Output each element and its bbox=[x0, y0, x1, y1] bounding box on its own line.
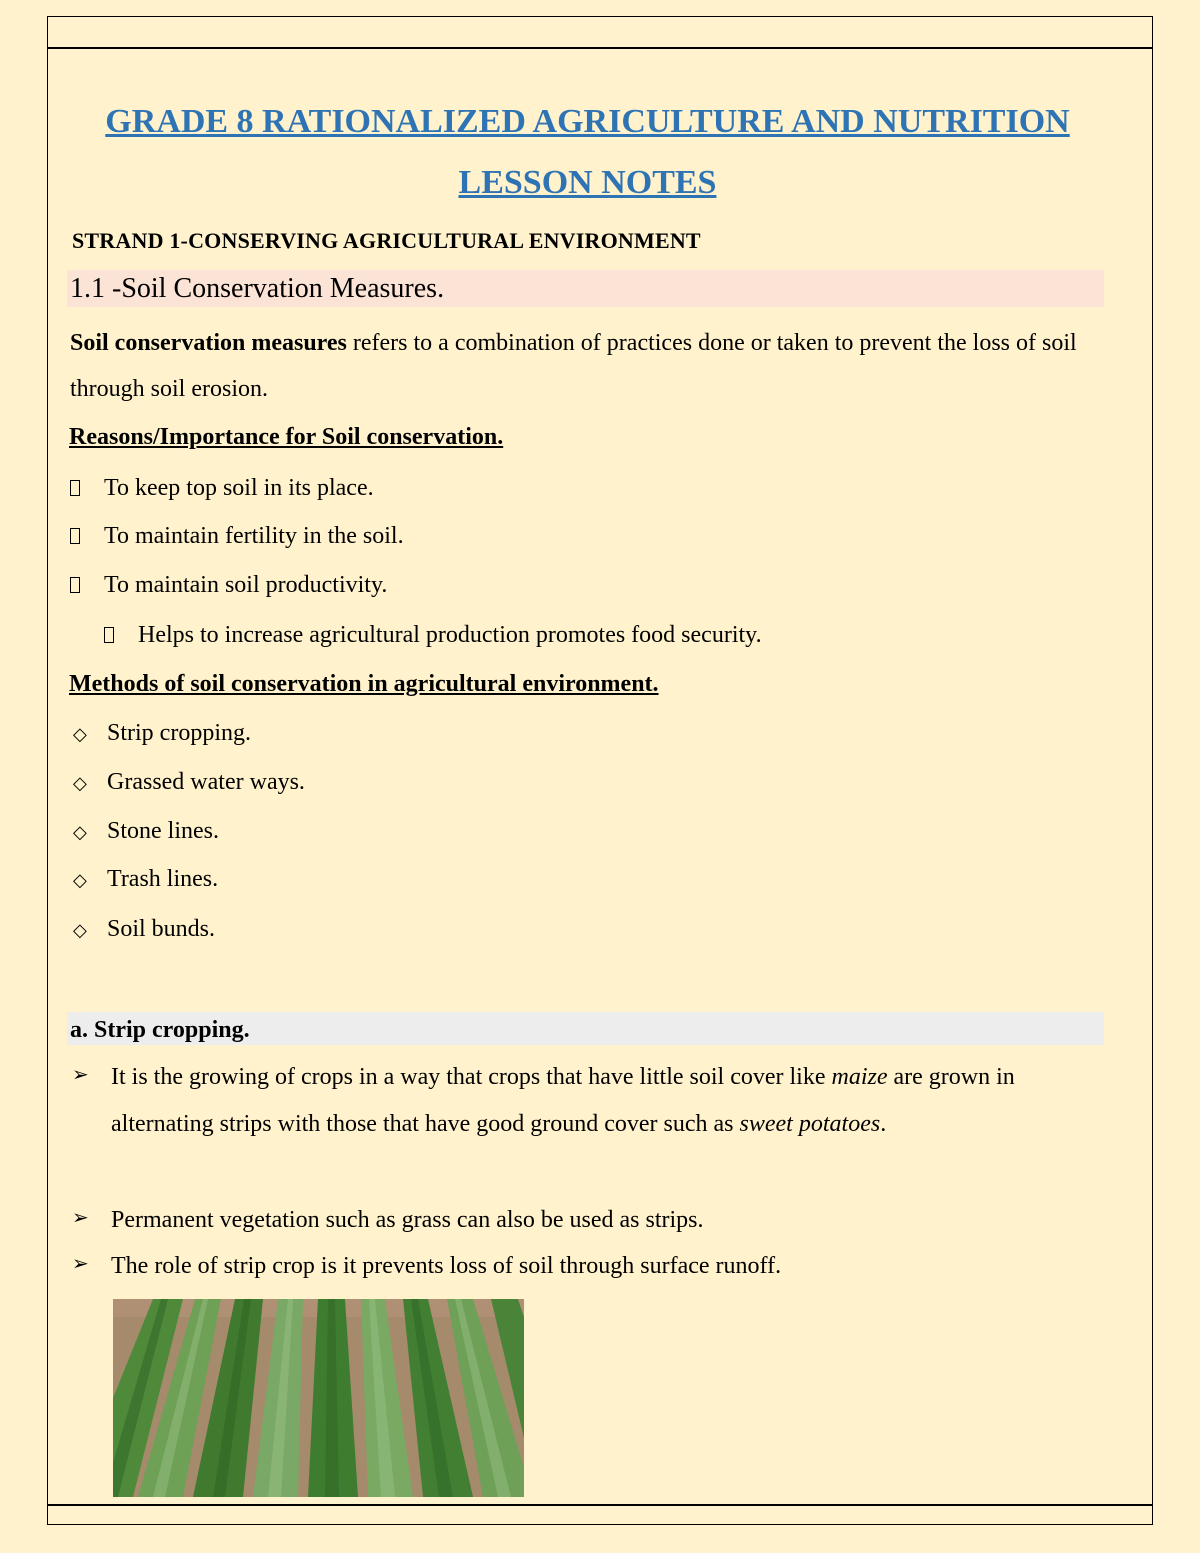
list-item: ➢ The role of strip crop is it prevents loss of soil through surface runoff. bbox=[72, 1251, 782, 1279]
definition-term: Soil conservation measures bbox=[70, 330, 347, 356]
list-item: ◇ Strip cropping. bbox=[73, 720, 251, 746]
arrow-bullet-icon: ➢ bbox=[72, 1251, 89, 1275]
definition-text: refers to a combination of practices done or taken to prevent the loss of soil through soil erosion. bbox=[70, 330, 1077, 402]
list-item: To maintain soil productivity. bbox=[70, 572, 387, 599]
list-item: ◇ Trash lines. bbox=[73, 866, 219, 892]
diamond-bullet-icon: ◇ bbox=[73, 773, 87, 794]
strip-cropping-photo bbox=[113, 1299, 524, 1497]
list-item: ◇ Soil bunds. bbox=[73, 916, 216, 942]
list-item: ➢ It is the growing of crops in a way that crops that have little soil cover like maize are grown in alternating strips with those that have good ground cover such as sweet potatoes. bbox=[72, 1062, 1015, 1137]
header-rule bbox=[47, 47, 1153, 49]
list-item: To maintain fertility in the soil. bbox=[70, 523, 404, 550]
diamond-bullet-icon: ◇ bbox=[73, 822, 87, 843]
methods-heading: Methods of soil conservation in agricultural environment. bbox=[69, 671, 659, 697]
arrow-bullet-icon: ➢ bbox=[72, 1205, 89, 1229]
bullet-box-icon bbox=[104, 627, 114, 643]
diamond-bullet-icon: ◇ bbox=[73, 920, 87, 941]
document-subtitle: LESSON NOTES bbox=[458, 164, 717, 201]
strand-heading: STRAND 1-CONSERVING AGRICULTURAL ENVIRONMENT bbox=[72, 228, 701, 253]
bullet-box-icon bbox=[70, 480, 80, 496]
strip-cropping-heading: a. Strip cropping. bbox=[67, 1012, 1104, 1045]
list-item: ◇ Grassed water ways. bbox=[73, 769, 305, 795]
list-item: Helps to increase agricultural production promotes food security. bbox=[104, 622, 762, 649]
definition-paragraph bbox=[70, 320, 1110, 412]
section-heading: 1.1 -Soil Conservation Measures. bbox=[67, 270, 1104, 307]
bullet-box-icon bbox=[70, 577, 80, 593]
reasons-heading: Reasons/Importance for Soil conservation. bbox=[69, 424, 504, 450]
footer-rule bbox=[47, 1504, 1153, 1506]
list-item: ➢ Permanent vegetation such as grass can also be used as strips. bbox=[72, 1205, 704, 1233]
document-title: GRADE 8 RATIONALIZED AGRICULTURE AND NUTRITION bbox=[105, 103, 1070, 140]
list-item: ◇ Stone lines. bbox=[73, 818, 219, 844]
diamond-bullet-icon: ◇ bbox=[73, 870, 87, 891]
arrow-bullet-icon: ➢ bbox=[72, 1062, 89, 1086]
list-item: To keep top soil in its place. bbox=[70, 475, 374, 502]
bullet-box-icon bbox=[70, 528, 80, 544]
diamond-bullet-icon: ◇ bbox=[73, 724, 87, 745]
